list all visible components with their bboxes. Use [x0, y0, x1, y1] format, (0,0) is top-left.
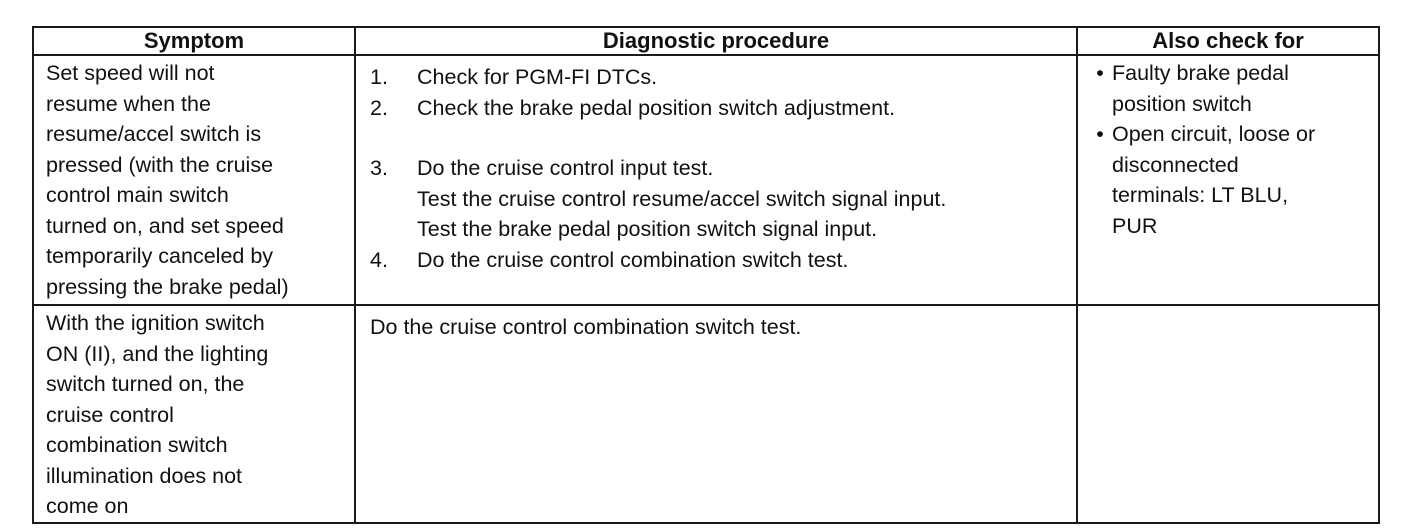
- also-check-cell: [1077, 55, 1379, 305]
- symptom-line: resume when the: [46, 91, 211, 116]
- also-check-line: Faulty brake pedal: [1112, 61, 1289, 85]
- bullet-icon: •: [1096, 122, 1104, 146]
- also-check-item: [1088, 119, 1370, 241]
- procedure-step: [370, 245, 1066, 276]
- table-row: [33, 305, 1379, 523]
- symptom-cell: [33, 305, 355, 523]
- procedure-substep: Test the cruise control resume/accel switch signal input.: [417, 186, 947, 211]
- procedure-step: [370, 93, 1066, 124]
- step-text: Do the cruise control combination switch test.: [417, 247, 849, 272]
- symptom-line: come on: [46, 494, 129, 518]
- table-row: [33, 55, 1379, 305]
- step-number: 1.: [370, 65, 388, 89]
- bullet-icon: •: [1096, 61, 1104, 85]
- symptom-header: Symptom: [33, 27, 355, 55]
- procedure-substep: Test the brake pedal position switch signal input.: [417, 217, 878, 241]
- header-row: [33, 27, 1379, 55]
- symptom-line: pressing the brake pedal): [46, 274, 289, 299]
- step-number: 3.: [370, 156, 388, 180]
- step-number: 4.: [370, 247, 388, 272]
- symptom-line: switch turned on, the: [46, 372, 245, 396]
- symptom-line: With the ignition switch: [46, 311, 265, 335]
- procedure-step: [370, 153, 1066, 184]
- step-number: 2.: [370, 95, 388, 120]
- spacer: [370, 123, 1066, 153]
- also-check-line: PUR: [1112, 213, 1158, 238]
- also-check-header: Also check for: [1077, 27, 1379, 55]
- procedure-cell: [355, 305, 1077, 523]
- step-text: Check for PGM-FI DTCs.: [417, 65, 658, 89]
- also-check-item: [1088, 58, 1370, 119]
- also-check-line: terminals: LT BLU,: [1112, 183, 1289, 207]
- symptom-line: ON (II), and the lighting: [46, 341, 269, 366]
- procedure-header: Diagnostic procedure: [355, 27, 1077, 55]
- step-text: Check the brake pedal position switch adjustment.: [417, 95, 896, 120]
- diagnostic-table: [32, 26, 1380, 524]
- symptom-line: illumination does not: [46, 463, 243, 488]
- procedure-text: Do the cruise control combination switch test.: [370, 315, 802, 339]
- symptom-cell: [33, 55, 355, 305]
- symptom-line: temporarily canceled by: [46, 244, 274, 268]
- symptom-line: pressed (with the cruise: [46, 152, 274, 177]
- symptom-line: cruise control: [46, 402, 174, 427]
- symptom-line: Set speed will not: [46, 61, 215, 85]
- symptom-line: control main switch: [46, 183, 229, 207]
- symptom-line: combination switch: [46, 433, 228, 457]
- symptom-line: turned on, and set speed: [46, 213, 284, 238]
- procedure-step: [370, 62, 1066, 93]
- symptom-line: resume/accel switch is: [46, 122, 262, 146]
- diagnostic-table-sheet: [32, 26, 1378, 516]
- also-check-line: disconnected: [1112, 152, 1239, 177]
- also-check-line: Open circuit, loose or: [1112, 122, 1316, 146]
- also-check-cell: [1077, 305, 1379, 523]
- also-check-line: position switch: [1112, 91, 1252, 116]
- procedure-cell: [355, 55, 1077, 305]
- step-text: Do the cruise control input test.: [417, 156, 714, 180]
